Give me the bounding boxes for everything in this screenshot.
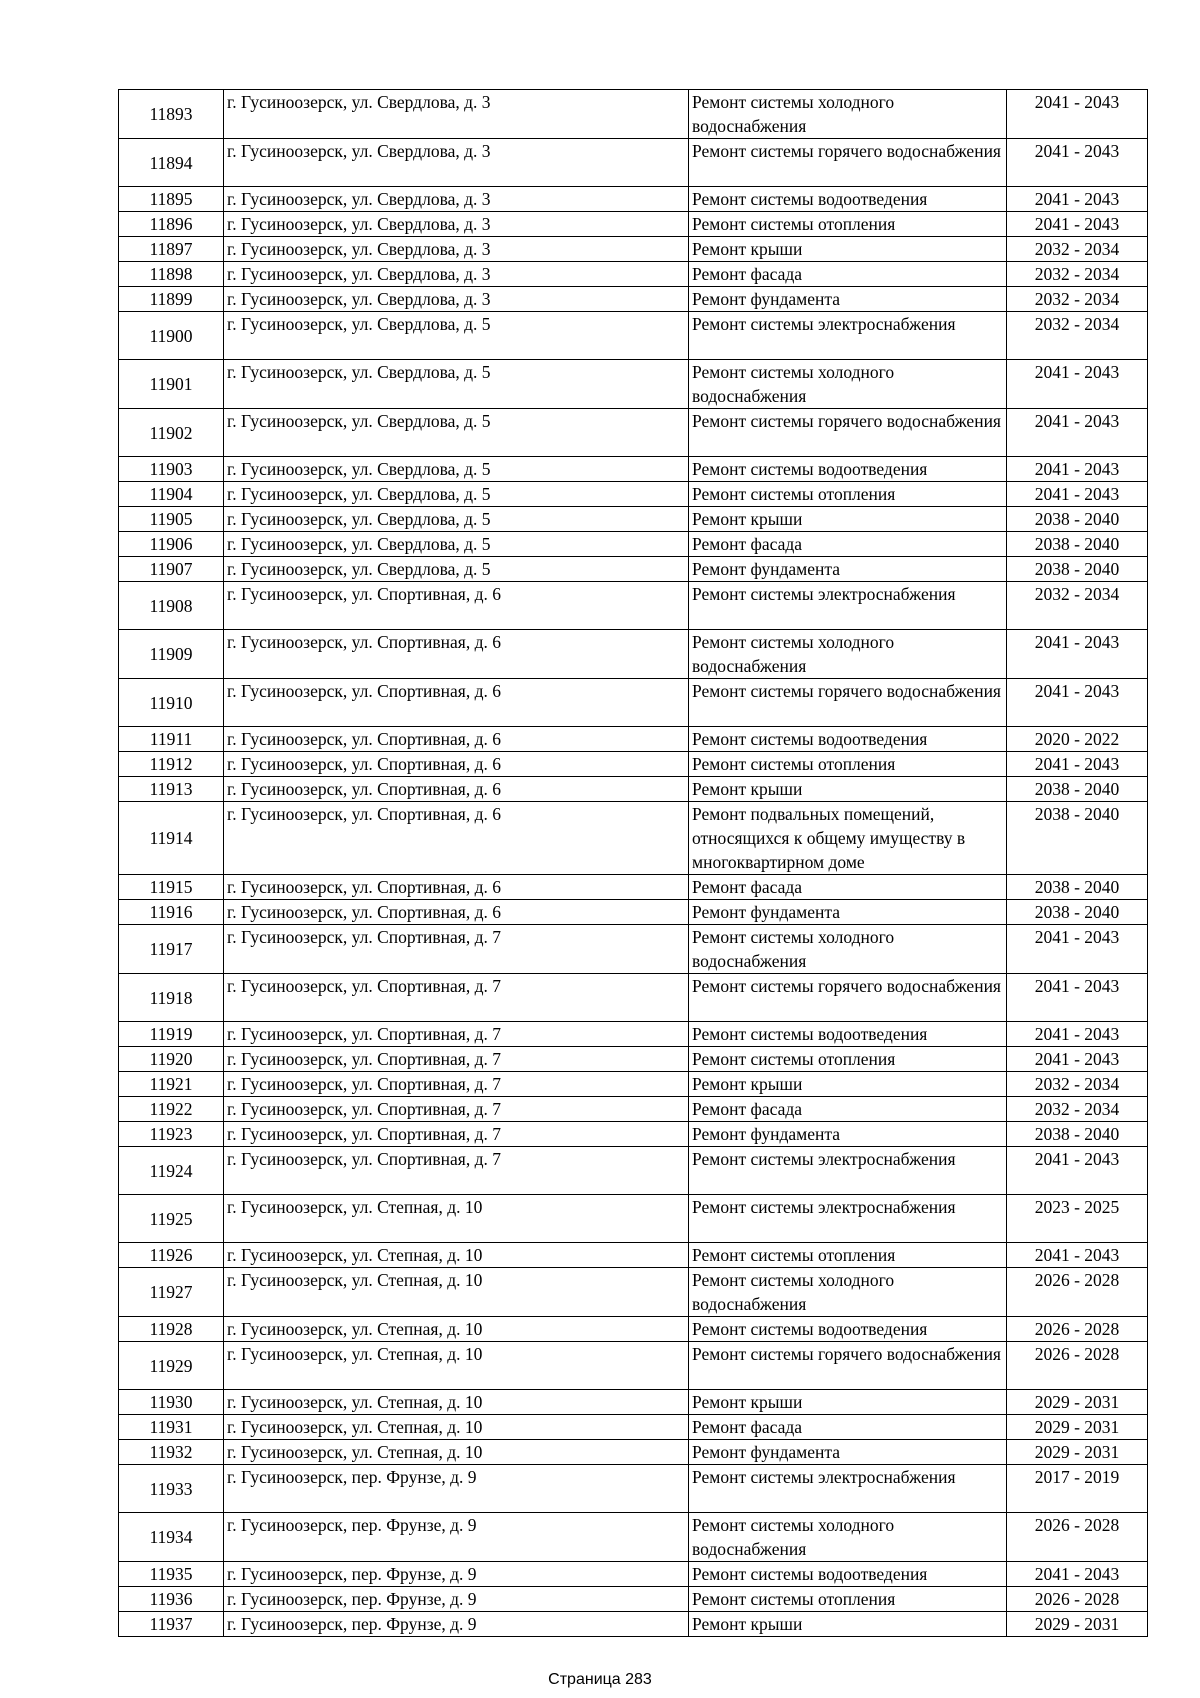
row-number-cell: 11928 — [119, 1317, 224, 1342]
table-row — [119, 1415, 1148, 1440]
address-cell: г. Гусиноозерск, ул. Спортивная, д. 6 — [224, 875, 689, 900]
address-cell: г. Гусиноозерск, пер. Фрунзе, д. 9 — [224, 1562, 689, 1587]
row-number-cell: 11935 — [119, 1562, 224, 1587]
period-cell: 2032 - 2034 — [1007, 287, 1148, 312]
table-row — [119, 1072, 1148, 1097]
table-row — [119, 974, 1148, 1022]
address-cell: г. Гусиноозерск, ул. Спортивная, д. 7 — [224, 974, 689, 1022]
work-type-cell: Ремонт фасада — [689, 532, 1007, 557]
table-row — [119, 360, 1148, 409]
period-cell: 2041 - 2043 — [1007, 1243, 1148, 1268]
period-cell: 2041 - 2043 — [1007, 482, 1148, 507]
work-type-cell: Ремонт системы водоотведения — [689, 1022, 1007, 1047]
table-row — [119, 1513, 1148, 1562]
work-type-cell: Ремонт системы водоотведения — [689, 457, 1007, 482]
address-cell: г. Гусиноозерск, ул. Свердлова, д. 5 — [224, 532, 689, 557]
table-row — [119, 287, 1148, 312]
period-cell: 2032 - 2034 — [1007, 1097, 1148, 1122]
work-type-cell: Ремонт системы электроснабжения — [689, 1195, 1007, 1243]
period-cell: 2026 - 2028 — [1007, 1342, 1148, 1390]
period-cell: 2038 - 2040 — [1007, 875, 1148, 900]
address-cell: г. Гусиноозерск, ул. Свердлова, д. 5 — [224, 557, 689, 582]
work-type-cell: Ремонт крыши — [689, 1072, 1007, 1097]
table-row — [119, 1243, 1148, 1268]
table-row — [119, 777, 1148, 802]
period-cell: 2032 - 2034 — [1007, 262, 1148, 287]
row-number-cell: 11905 — [119, 507, 224, 532]
period-cell: 2041 - 2043 — [1007, 457, 1148, 482]
work-type-cell: Ремонт фундамента — [689, 1122, 1007, 1147]
period-cell: 2041 - 2043 — [1007, 925, 1148, 974]
period-cell: 2029 - 2031 — [1007, 1390, 1148, 1415]
row-number-cell: 11933 — [119, 1465, 224, 1513]
table-row — [119, 630, 1148, 679]
row-number-cell: 11918 — [119, 974, 224, 1022]
period-cell: 2026 - 2028 — [1007, 1587, 1148, 1612]
row-number-cell: 11921 — [119, 1072, 224, 1097]
table-row — [119, 900, 1148, 925]
work-type-cell: Ремонт системы горячего водоснабжения — [689, 409, 1007, 457]
work-type-cell: Ремонт системы электроснабжения — [689, 1465, 1007, 1513]
table-row — [119, 1342, 1148, 1390]
address-cell: г. Гусиноозерск, ул. Степная, д. 10 — [224, 1440, 689, 1465]
address-cell: г. Гусиноозерск, ул. Свердлова, д. 5 — [224, 482, 689, 507]
row-number-cell: 11908 — [119, 582, 224, 630]
row-number-cell: 11931 — [119, 1415, 224, 1440]
address-cell: г. Гусиноозерск, ул. Свердлова, д. 5 — [224, 312, 689, 360]
period-cell: 2041 - 2043 — [1007, 90, 1148, 139]
row-number-cell: 11930 — [119, 1390, 224, 1415]
page-number: Страница 283 — [548, 1671, 652, 1688]
address-cell: г. Гусиноозерск, ул. Спортивная, д. 6 — [224, 802, 689, 875]
repair-schedule-table — [118, 89, 1148, 1637]
address-cell: г. Гусиноозерск, ул. Свердлова, д. 3 — [224, 90, 689, 139]
period-cell: 2029 - 2031 — [1007, 1440, 1148, 1465]
row-number-cell: 11937 — [119, 1612, 224, 1637]
address-cell: г. Гусиноозерск, ул. Спортивная, д. 6 — [224, 777, 689, 802]
row-number-cell: 11898 — [119, 262, 224, 287]
address-cell: г. Гусиноозерск, ул. Спортивная, д. 6 — [224, 727, 689, 752]
address-cell: г. Гусиноозерск, пер. Фрунзе, д. 9 — [224, 1465, 689, 1513]
row-number-cell: 11903 — [119, 457, 224, 482]
work-type-cell: Ремонт крыши — [689, 1390, 1007, 1415]
period-cell: 2041 - 2043 — [1007, 187, 1148, 212]
work-type-cell: Ремонт фасада — [689, 1097, 1007, 1122]
period-cell: 2041 - 2043 — [1007, 1562, 1148, 1587]
period-cell: 2026 - 2028 — [1007, 1317, 1148, 1342]
work-type-cell: Ремонт системы холодного водоснабжения — [689, 360, 1007, 409]
row-number-cell: 11901 — [119, 360, 224, 409]
address-cell: г. Гусиноозерск, ул. Свердлова, д. 3 — [224, 187, 689, 212]
work-type-cell: Ремонт подвальных помещений, относящихся к общему имуществу в многоквартирном доме — [689, 802, 1007, 875]
work-type-cell: Ремонт фасада — [689, 1415, 1007, 1440]
work-type-cell: Ремонт фасада — [689, 262, 1007, 287]
row-number-cell: 11904 — [119, 482, 224, 507]
table-row — [119, 1022, 1148, 1047]
period-cell: 2023 - 2025 — [1007, 1195, 1148, 1243]
work-type-cell: Ремонт системы отопления — [689, 1587, 1007, 1612]
work-type-cell: Ремонт системы холодного водоснабжения — [689, 1513, 1007, 1562]
row-number-cell: 11897 — [119, 237, 224, 262]
address-cell: г. Гусиноозерск, ул. Степная, д. 10 — [224, 1390, 689, 1415]
period-cell: 2038 - 2040 — [1007, 507, 1148, 532]
work-type-cell: Ремонт системы холодного водоснабжения — [689, 1268, 1007, 1317]
address-cell: г. Гусиноозерск, ул. Спортивная, д. 6 — [224, 679, 689, 727]
address-cell: г. Гусиноозерск, ул. Свердлова, д. 5 — [224, 360, 689, 409]
period-cell: 2041 - 2043 — [1007, 752, 1148, 777]
address-cell: г. Гусиноозерск, ул. Спортивная, д. 6 — [224, 900, 689, 925]
period-cell: 2029 - 2031 — [1007, 1415, 1148, 1440]
work-type-cell: Ремонт системы холодного водоснабжения — [689, 630, 1007, 679]
table-row — [119, 139, 1148, 187]
row-number-cell: 11919 — [119, 1022, 224, 1047]
address-cell: г. Гусиноозерск, ул. Свердлова, д. 3 — [224, 139, 689, 187]
table-row — [119, 1047, 1148, 1072]
work-type-cell: Ремонт системы водоотведения — [689, 1317, 1007, 1342]
table-row — [119, 1195, 1148, 1243]
table-row — [119, 1587, 1148, 1612]
period-cell: 2032 - 2034 — [1007, 582, 1148, 630]
address-cell: г. Гусиноозерск, ул. Спортивная, д. 7 — [224, 1097, 689, 1122]
period-cell: 2026 - 2028 — [1007, 1513, 1148, 1562]
address-cell: г. Гусиноозерск, ул. Спортивная, д. 6 — [224, 752, 689, 777]
period-cell: 2041 - 2043 — [1007, 409, 1148, 457]
period-cell: 2041 - 2043 — [1007, 679, 1148, 727]
row-number-cell: 11929 — [119, 1342, 224, 1390]
row-number-cell: 11911 — [119, 727, 224, 752]
address-cell: г. Гусиноозерск, пер. Фрунзе, д. 9 — [224, 1587, 689, 1612]
work-type-cell: Ремонт системы горячего водоснабжения — [689, 679, 1007, 727]
period-cell: 2038 - 2040 — [1007, 1122, 1148, 1147]
row-number-cell: 11907 — [119, 557, 224, 582]
address-cell: г. Гусиноозерск, ул. Степная, д. 10 — [224, 1342, 689, 1390]
address-cell: г. Гусиноозерск, ул. Степная, д. 10 — [224, 1243, 689, 1268]
address-cell: г. Гусиноозерск, пер. Фрунзе, д. 9 — [224, 1612, 689, 1637]
row-number-cell: 11902 — [119, 409, 224, 457]
row-number-cell: 11922 — [119, 1097, 224, 1122]
row-number-cell: 11893 — [119, 90, 224, 139]
table-row — [119, 752, 1148, 777]
period-cell: 2038 - 2040 — [1007, 802, 1148, 875]
work-type-cell: Ремонт системы холодного водоснабжения — [689, 925, 1007, 974]
row-number-cell: 11927 — [119, 1268, 224, 1317]
address-cell: г. Гусиноозерск, ул. Степная, д. 10 — [224, 1268, 689, 1317]
row-number-cell: 11914 — [119, 802, 224, 875]
work-type-cell: Ремонт системы водоотведения — [689, 727, 1007, 752]
row-number-cell: 11925 — [119, 1195, 224, 1243]
row-number-cell: 11932 — [119, 1440, 224, 1465]
row-number-cell: 11894 — [119, 139, 224, 187]
row-number-cell: 11915 — [119, 875, 224, 900]
table-row — [119, 1562, 1148, 1587]
address-cell: г. Гусиноозерск, ул. Свердлова, д. 5 — [224, 409, 689, 457]
row-number-cell: 11900 — [119, 312, 224, 360]
address-cell: г. Гусиноозерск, ул. Степная, д. 10 — [224, 1415, 689, 1440]
table-row — [119, 1390, 1148, 1415]
table-row — [119, 727, 1148, 752]
period-cell: 2041 - 2043 — [1007, 139, 1148, 187]
table-row — [119, 1097, 1148, 1122]
period-cell: 2029 - 2031 — [1007, 1612, 1148, 1637]
address-cell: г. Гусиноозерск, ул. Спортивная, д. 6 — [224, 582, 689, 630]
table-row — [119, 875, 1148, 900]
address-cell: г. Гусиноозерск, ул. Спортивная, д. 6 — [224, 630, 689, 679]
period-cell: 2041 - 2043 — [1007, 630, 1148, 679]
period-cell: 2017 - 2019 — [1007, 1465, 1148, 1513]
work-type-cell: Ремонт фасада — [689, 875, 1007, 900]
address-cell: г. Гусиноозерск, ул. Свердлова, д. 3 — [224, 237, 689, 262]
table-row — [119, 409, 1148, 457]
period-cell: 2041 - 2043 — [1007, 1022, 1148, 1047]
table-row — [119, 212, 1148, 237]
table-row — [119, 457, 1148, 482]
table-row — [119, 1122, 1148, 1147]
row-number-cell: 11895 — [119, 187, 224, 212]
period-cell: 2020 - 2022 — [1007, 727, 1148, 752]
period-cell: 2038 - 2040 — [1007, 532, 1148, 557]
work-type-cell: Ремонт системы отопления — [689, 212, 1007, 237]
table-row — [119, 187, 1148, 212]
work-type-cell: Ремонт системы отопления — [689, 1243, 1007, 1268]
table-row — [119, 802, 1148, 875]
table-body — [119, 90, 1148, 1637]
address-cell: г. Гусиноозерск, ул. Степная, д. 10 — [224, 1195, 689, 1243]
address-cell: г. Гусиноозерск, ул. Спортивная, д. 7 — [224, 1022, 689, 1047]
work-type-cell: Ремонт системы водоотведения — [689, 1562, 1007, 1587]
row-number-cell: 11926 — [119, 1243, 224, 1268]
table-row — [119, 90, 1148, 139]
work-type-cell: Ремонт системы горячего водоснабжения — [689, 1342, 1007, 1390]
row-number-cell: 11899 — [119, 287, 224, 312]
address-cell: г. Гусиноозерск, ул. Спортивная, д. 7 — [224, 1072, 689, 1097]
address-cell: г. Гусиноозерск, ул. Спортивная, д. 7 — [224, 925, 689, 974]
row-number-cell: 11917 — [119, 925, 224, 974]
table-row — [119, 532, 1148, 557]
work-type-cell: Ремонт фундамента — [689, 557, 1007, 582]
table-row — [119, 1147, 1148, 1195]
work-type-cell: Ремонт фундамента — [689, 287, 1007, 312]
address-cell: г. Гусиноозерск, пер. Фрунзе, д. 9 — [224, 1513, 689, 1562]
period-cell: 2041 - 2043 — [1007, 212, 1148, 237]
row-number-cell: 11934 — [119, 1513, 224, 1562]
address-cell: г. Гусиноозерск, ул. Степная, д. 10 — [224, 1317, 689, 1342]
row-number-cell: 11923 — [119, 1122, 224, 1147]
work-type-cell: Ремонт крыши — [689, 237, 1007, 262]
row-number-cell: 11913 — [119, 777, 224, 802]
address-cell: г. Гусиноозерск, ул. Свердлова, д. 5 — [224, 507, 689, 532]
table-row — [119, 582, 1148, 630]
row-number-cell: 11924 — [119, 1147, 224, 1195]
table-row — [119, 925, 1148, 974]
period-cell: 2038 - 2040 — [1007, 900, 1148, 925]
work-type-cell: Ремонт системы водоотведения — [689, 187, 1007, 212]
period-cell: 2041 - 2043 — [1007, 360, 1148, 409]
period-cell: 2026 - 2028 — [1007, 1268, 1148, 1317]
work-type-cell: Ремонт системы отопления — [689, 482, 1007, 507]
table-row — [119, 1612, 1148, 1637]
address-cell: г. Гусиноозерск, ул. Свердлова, д. 3 — [224, 212, 689, 237]
work-type-cell: Ремонт системы электроснабжения — [689, 312, 1007, 360]
row-number-cell: 11920 — [119, 1047, 224, 1072]
row-number-cell: 11896 — [119, 212, 224, 237]
work-type-cell: Ремонт системы отопления — [689, 752, 1007, 777]
period-cell: 2041 - 2043 — [1007, 1147, 1148, 1195]
work-type-cell: Ремонт фундамента — [689, 1440, 1007, 1465]
work-type-cell: Ремонт системы холодного водоснабжения — [689, 90, 1007, 139]
table-row — [119, 482, 1148, 507]
address-cell: г. Гусиноозерск, ул. Свердлова, д. 3 — [224, 262, 689, 287]
period-cell: 2041 - 2043 — [1007, 1047, 1148, 1072]
row-number-cell: 11909 — [119, 630, 224, 679]
work-type-cell: Ремонт фундамента — [689, 900, 1007, 925]
table-row — [119, 1465, 1148, 1513]
work-type-cell: Ремонт крыши — [689, 507, 1007, 532]
work-type-cell: Ремонт системы электроснабжения — [689, 1147, 1007, 1195]
table-row — [119, 1268, 1148, 1317]
table-row — [119, 679, 1148, 727]
work-type-cell: Ремонт системы горячего водоснабжения — [689, 974, 1007, 1022]
table-row — [119, 1440, 1148, 1465]
work-type-cell: Ремонт системы горячего водоснабжения — [689, 139, 1007, 187]
period-cell: 2032 - 2034 — [1007, 237, 1148, 262]
work-type-cell: Ремонт системы электроснабжения — [689, 582, 1007, 630]
address-cell: г. Гусиноозерск, ул. Свердлова, д. 3 — [224, 287, 689, 312]
address-cell: г. Гусиноозерск, ул. Спортивная, д. 7 — [224, 1047, 689, 1072]
table-row — [119, 557, 1148, 582]
table-row — [119, 237, 1148, 262]
period-cell: 2032 - 2034 — [1007, 1072, 1148, 1097]
period-cell: 2041 - 2043 — [1007, 974, 1148, 1022]
period-cell: 2038 - 2040 — [1007, 777, 1148, 802]
work-type-cell: Ремонт крыши — [689, 777, 1007, 802]
period-cell: 2032 - 2034 — [1007, 312, 1148, 360]
row-number-cell: 11912 — [119, 752, 224, 777]
table-row — [119, 1317, 1148, 1342]
period-cell: 2038 - 2040 — [1007, 557, 1148, 582]
address-cell: г. Гусиноозерск, ул. Спортивная, д. 7 — [224, 1147, 689, 1195]
address-cell: г. Гусиноозерск, ул. Спортивная, д. 7 — [224, 1122, 689, 1147]
work-type-cell: Ремонт системы отопления — [689, 1047, 1007, 1072]
row-number-cell: 11906 — [119, 532, 224, 557]
table-row — [119, 312, 1148, 360]
work-type-cell: Ремонт крыши — [689, 1612, 1007, 1637]
row-number-cell: 11936 — [119, 1587, 224, 1612]
address-cell: г. Гусиноозерск, ул. Свердлова, д. 5 — [224, 457, 689, 482]
table-row — [119, 262, 1148, 287]
row-number-cell: 11910 — [119, 679, 224, 727]
row-number-cell: 11916 — [119, 900, 224, 925]
table-row — [119, 507, 1148, 532]
